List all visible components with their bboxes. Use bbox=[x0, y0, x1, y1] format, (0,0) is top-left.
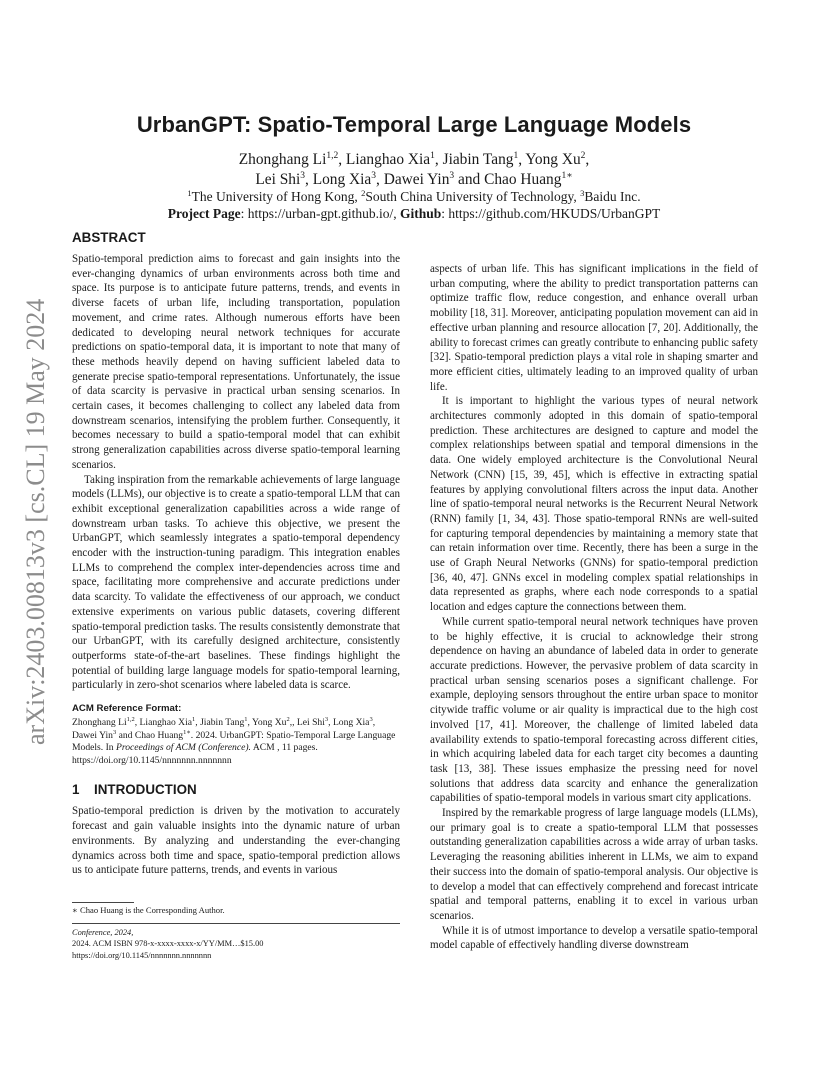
acm-reference-heading: ACM Reference Format: bbox=[72, 703, 182, 715]
intro-paragraph: aspects of urban life. This has significant implications in the field of urban computing, where the ability to predict transportation patterns can optimize traffic flow, reduce congestion, and enhance overall urban mobility [18, 31]. Moreover, anticipating population movement can aid in effective urban planning and resource allocation [7, 20]. Additionally, the ability to forecast crimes can greatly contribute to enhancing public safety [32]. Spatio-temporal prediction plays a vital role in shaping smarter and more efficient cities, ultimately leading to an improved quality of urban life. bbox=[430, 263, 758, 393]
author-affil-mark: 1,2 bbox=[326, 151, 339, 161]
proceedings-title: Proceedings of ACM (Conference). bbox=[115, 742, 251, 754]
author-affil-mark: 1 bbox=[513, 151, 519, 161]
affiliation: South China University of Technology, bbox=[365, 189, 581, 204]
footnote-divider bbox=[72, 902, 134, 903]
acm-doi-link[interactable]: ACM , 11 pages. https://doi.org/10.1145/nnnnnnn.nnnnnnn bbox=[72, 742, 318, 766]
isbn-line: 2024. ACM ISBN 978-x-xxxx-xxxx-x/YY/MM…$15.00 bbox=[72, 939, 264, 949]
affil-mark: 2 bbox=[361, 188, 366, 198]
project-page-link[interactable]: : https://urban-gpt.github.io/, bbox=[240, 206, 400, 221]
author-name: Lei Shi bbox=[255, 171, 301, 188]
publication-divider bbox=[72, 923, 400, 924]
publication-info bbox=[72, 927, 263, 961]
intro-paragraph: It is important to highlight the various types of neural network architectures commonly adopted in this domain of spatio-temporal prediction. These architectures are designed to capture and model the complex relationships between spatial and temporal dimensions in the data. One widely employed architecture is the Convolutional Neural Network (CNN) [15, 39, 45], which is effective in extracting spatial features by applying convolutional filters across the input data. Another line of spatio-temporal neural networks is the Recurrent Neural Network (RNN) family [1, 34, 43]. Those spatio-temporal RNNs are well-suited for capturing temporal dependencies by maintaining a memory state that can retain information over time. Recently, there has been a surge in the use of Graph Neural Networks (GNNs) for spatio-temporal prediction [36, 40, 47]. GNNs excel in modeling complex spatial relationships in data represented as graphs, where each node corresponds to a spatial location and edges capture the connections between them. bbox=[430, 395, 758, 614]
author-affil-mark: 1 bbox=[430, 151, 435, 161]
github-label: Github bbox=[399, 206, 442, 221]
affil-mark: 3 bbox=[580, 188, 585, 198]
author-name: Lianghao Xia bbox=[345, 151, 431, 168]
affiliation: The University of Hong Kong, bbox=[191, 189, 362, 204]
intro-paragraph: While it is of utmost importance to develop a versatile spatio-temporal model capable of effectively handling diverse downstream bbox=[430, 924, 758, 952]
paper-title: UrbanGPT: Spatio-Temporal Large Language Models bbox=[136, 112, 692, 137]
intro-paragraph: Inspired by the remarkable progress of large language models (LLMs), our primary goal is to create a spatio-temporal LLM that possesses outstanding generalization capabilities across a wide array of urban tasks. Leveraging the reasoning abilities inherent in LLMs, we aim to expand their success into the domain of spatio-temporal analysis. Our objective is to develop a model that can effectively comprehend and forecast intricate spatial and temporal patterns, enabling it to excel in various urban scenarios. bbox=[430, 807, 758, 922]
author-affil-mark: 3 bbox=[449, 171, 455, 181]
author-name: Chao Huang bbox=[484, 171, 562, 188]
acm-reference-text: Zhonghang Li$^{1,2}$, Lianghao Xia$^1$, Jiabin Tang$^1$, Yong Xu$^2$,, Lei Shi$^3$, Long Xia$^3$, Dawei Yin$^3$ and Chao Huang$^{1∗}$. 2024. UrbanGPT: Spatio-Temporal Large Language Models. In Proceedings of ACM (Conference). ACM , 11 pages. https://doi.org/10.1145/nnnnnnn.nnnnnnn bbox=[72, 716, 396, 766]
author-list: Zhonghang Li$^{1,2}$, Lianghao Xia$^1$, Jiabin Tang$^1$, Yong Xu$^2$, Lei Shi$^3$, Long Xia$^3$, Dawei Yin$^3$ and Chao Huang$^{1∗}$ bbox=[238, 151, 590, 188]
author-name: Zhonghang Li bbox=[238, 151, 327, 168]
affil-mark: 1 bbox=[187, 188, 192, 198]
author-affil-mark: 2 bbox=[580, 151, 586, 161]
project-page-label: Project Page bbox=[167, 206, 241, 221]
section-title: INTRODUCTION bbox=[94, 782, 197, 798]
author-name: Jiabin Tang bbox=[442, 151, 514, 168]
arxiv-identifier: arXiv:2403.00813v3 [cs.CL] 19 May 2024 bbox=[21, 298, 50, 746]
section-number: 1 bbox=[72, 782, 80, 798]
author-affil-mark: 1∗ bbox=[561, 171, 573, 181]
conference-line: Conference, 2024, bbox=[72, 928, 134, 937]
abstract-paragraph: Spatio-temporal prediction aims to forecast and gain insights into the ever-changing dynamics of urban environments across both time and space. Its purpose is to anticipate future patterns, trends, and events in diverse facets of urban life, including transportation, population movement, and crime rates. Although numerous efforts have been dedicated to developing neural network techniques for accurate predictions on spatio-temporal data, it is important to note that many of these methods heavily depend on having sufficient labeled data to generate precise spatio-temporal representations. Unfortunately, the issue of data scarcity is pervasive in practical urban sensing scenarios. In certain cases, it becomes challenging to collect any labeled data from downstream scenarios, intensifying the problem further. Consequently, it becomes necessary to build a spatio-temporal model that can exhibit strong generalization capabilities across diverse spatio-temporal learning scenarios. bbox=[72, 253, 400, 471]
intro-paragraph: Spatio-temporal prediction is driven by the motivation to accurately forecast and gain valuable insights into the dynamic nature of urban environments. By analyzing and understanding the ever-changing dynamics across both time and space, spatio-temporal prediction allows us to anticipate future patterns, trends, and events in various bbox=[72, 805, 400, 877]
left-column bbox=[72, 229, 400, 878]
author-affil-mark: 3 bbox=[300, 171, 305, 181]
abstract-heading: ABSTRACT bbox=[72, 230, 146, 245]
intro-paragraph: While current spatio-temporal neural network techniques have proven to be highly effective, it is crucial to acknowledge their strong dependence on having an abundance of labeled data in order to generate accurate predictions. However, the pervasive problem of data scarcity in practical urban sensing scenarios poses a significant challenge. For example, deploying sensors throughout the entire urban space to monitor citywide traffic volume or air quality is impractical due to the high cost involved [17, 41]. Moreover, the challenge of limited labeled data availability extends to spatio-temporal forecasting across different cities, in which acquiring labeled data for each target city becomes a daunting task [13, 38]. These issues emphasize the pressing need for novel solutions that address data scarcity and enhance the generalization capabilities of spatio-temporal models in various smart city applications. bbox=[430, 615, 758, 805]
author-name: Yong Xu bbox=[525, 151, 581, 168]
corresponding-author-footnote: ∗ Chao Huang is the Corresponding Author. bbox=[72, 905, 225, 915]
introduction-heading bbox=[72, 781, 400, 799]
doi-link[interactable]: https://doi.org/10.1145/nnnnnnn.nnnnnnn bbox=[72, 950, 212, 960]
affiliations bbox=[72, 188, 756, 205]
affiliation: Baidu Inc. bbox=[584, 189, 641, 204]
author-name: Dawei Yin bbox=[383, 171, 450, 188]
github-link[interactable]: : https://github.com/HKUDS/UrbanGPT bbox=[441, 206, 661, 221]
abstract-paragraph: Taking inspiration from the remarkable achievements of large language models (LLMs), our objective is to create a spatio-temporal LLM that can exhibit exceptional generalization capabilities across a wide range of downstream urban tasks. To achieve this objective, we present the UrbanGPT, which seamlessly integrates a spatio-temporal dependency encoder with the instruction-tuning paradigm. This integration enables LLMs to comprehend the complex inter-dependencies across time and space, facilitating more comprehensive and accurate predictions under data scarcity. To validate the effectiveness of our approach, we conduct extensive experiments on various public datasets, covering different spatio-temporal prediction tasks. The results consistently demonstrate that our UrbanGPT, with its carefully designed architecture, consistently outperforms state-of-the-art baselines. These findings highlight the potential of building large language models for spatio-temporal learning, particularly in zero-shot scenarios where labeled data is scarce. bbox=[72, 473, 400, 692]
author-name: Long Xia bbox=[312, 171, 372, 188]
author-affil-mark: 3 bbox=[371, 171, 376, 181]
right-column bbox=[430, 262, 758, 953]
project-links bbox=[72, 205, 756, 222]
